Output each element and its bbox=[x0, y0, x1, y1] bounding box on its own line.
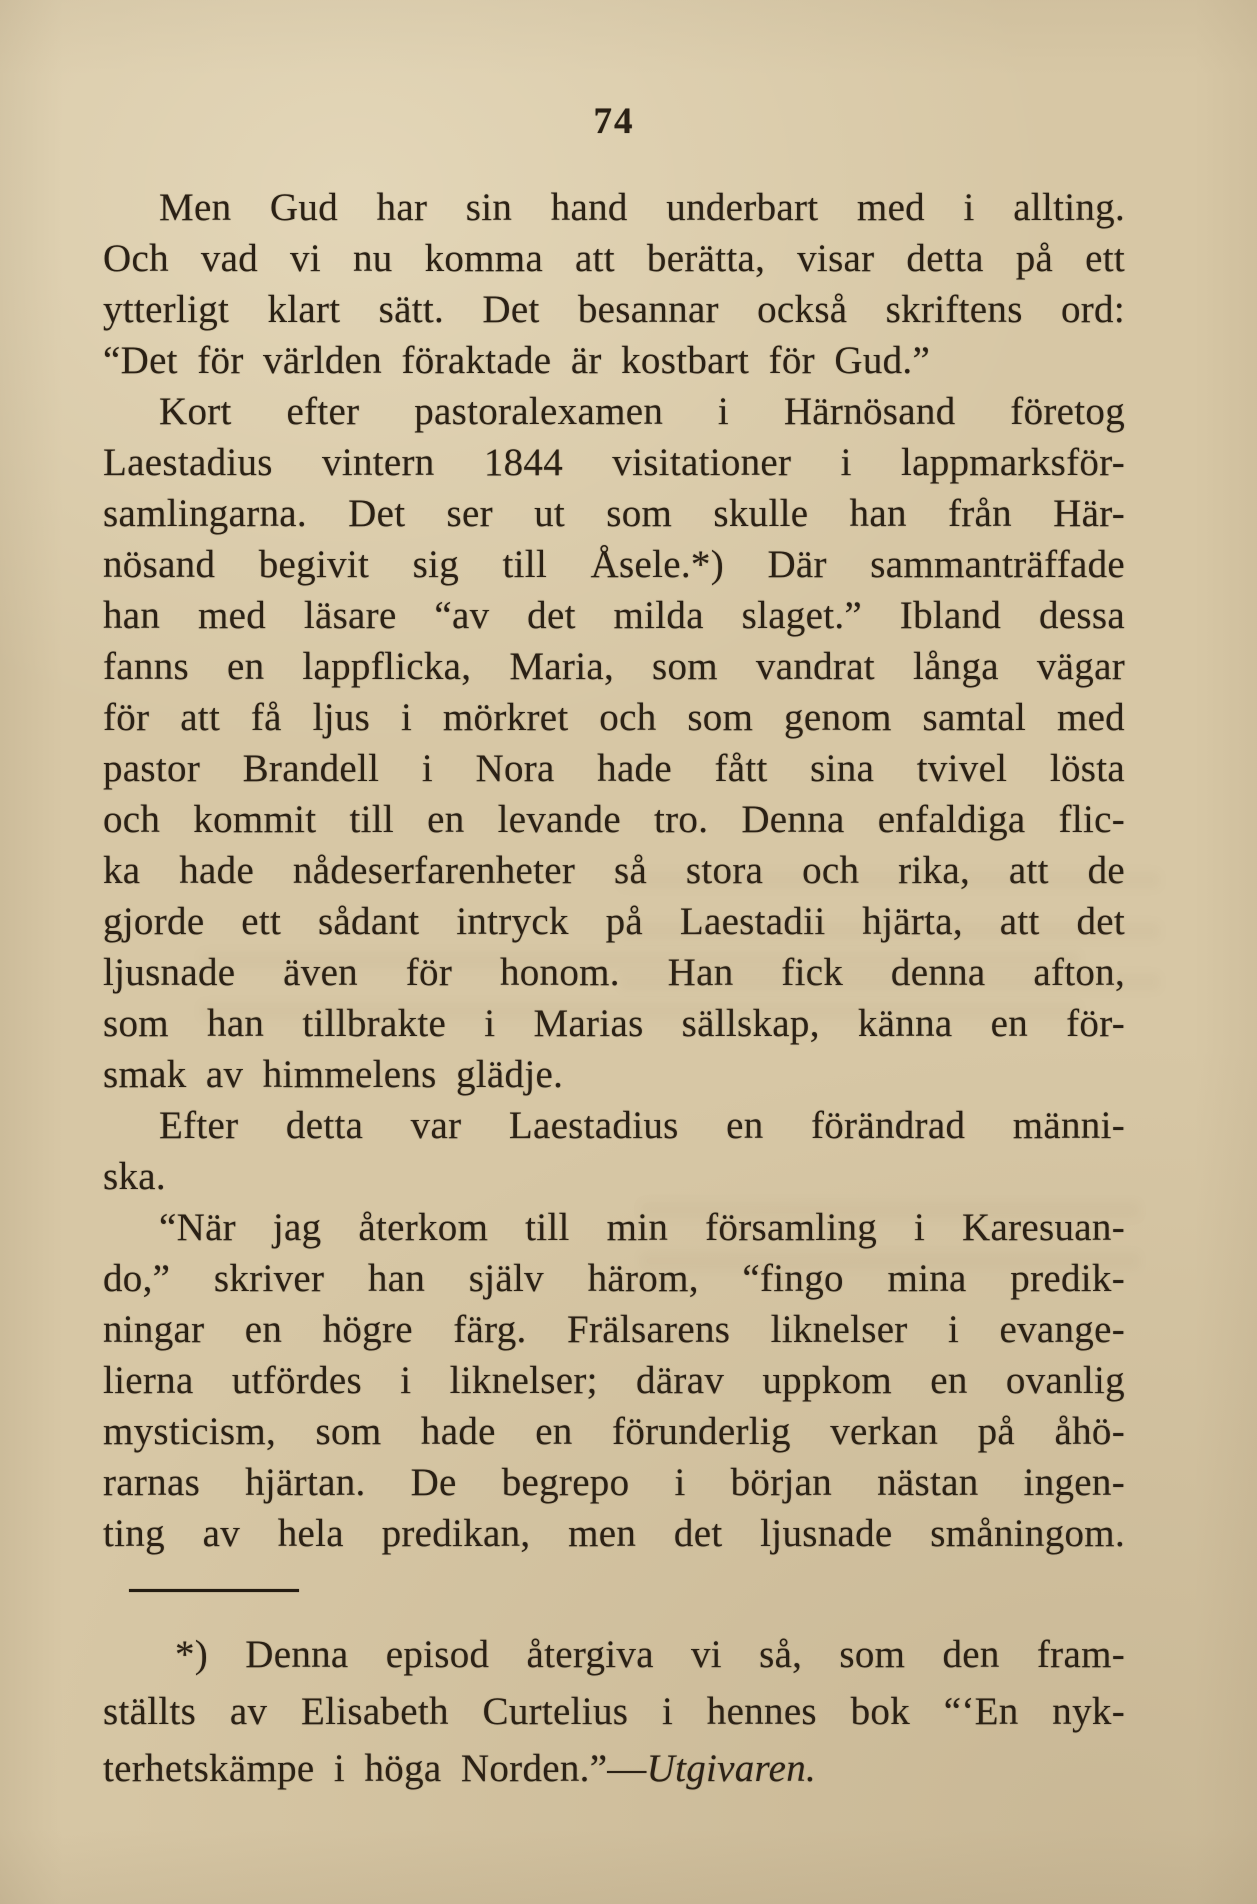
text-line: *) Denna episod återgiva vi så, som den fram- bbox=[175, 1633, 1125, 1676]
text-line: ka hade nådeserfarenheter så stora och rika, att de bbox=[103, 849, 1125, 892]
text-line: och kommit till en levande tro. Denna enfaldiga flic- bbox=[103, 798, 1125, 841]
text-line: han med läsare “av det milda slaget.” Ibland dessa bbox=[103, 594, 1125, 637]
text-line: samlingarna. Det ser ut som skulle han från Här- bbox=[103, 492, 1125, 535]
footnote bbox=[103, 1626, 1125, 1797]
text-line: ska. bbox=[103, 1155, 166, 1198]
text-line: Laestadius vintern 1844 visitationer i lappmarksför- bbox=[103, 441, 1125, 484]
text-line: för att få ljus i mörkret och som genom samtal med bbox=[103, 696, 1125, 739]
text-line: gjorde ett sådant intryck på Laestadii hjärta, att det bbox=[103, 900, 1125, 943]
footnote-separator bbox=[129, 1589, 299, 1592]
text-line: ting av hela predikan, men det ljusnade småningom. bbox=[103, 1512, 1125, 1555]
text-line: pastor Brandell i Nora hade fått sina tvivel lösta bbox=[103, 747, 1125, 790]
text-line: “När jag återkom till min församling i Karesuan- bbox=[159, 1206, 1125, 1249]
text-line: fanns en lappflicka, Maria, som vandrat långa vägar bbox=[103, 645, 1125, 688]
text-line: Kort efter pastoralexamen i Härnösand företog bbox=[159, 390, 1125, 433]
text-line: Efter detta var Laestadius en förändrad männi- bbox=[159, 1104, 1125, 1147]
body-text bbox=[103, 182, 1125, 1559]
text-line: do,” skriver han själv härom, “fingo mina predik- bbox=[103, 1257, 1125, 1300]
text-line: som han tillbrakte i Marias sällskap, känna en för- bbox=[103, 1002, 1125, 1045]
text-line: Men Gud har sin hand underbart med i allting. bbox=[159, 186, 1125, 229]
text-line: “Det för världen föraktade är kostbart för Gud.” bbox=[103, 339, 931, 382]
page-number: 74 bbox=[593, 101, 635, 142]
text-line: lierna utfördes i liknelser; därav uppkom en ovanlig bbox=[103, 1359, 1125, 1402]
text-line: Och vad vi nu komma att berätta, visar detta på ett bbox=[103, 237, 1125, 280]
text-line: rarnas hjärtan. De begrepo i början nästan ingen- bbox=[103, 1461, 1125, 1504]
text-line: ställts av Elisabeth Curtelius i hennes bok “‘En nyk- bbox=[103, 1690, 1125, 1733]
italic-text: Utgivaren. bbox=[646, 1747, 817, 1790]
text-line: terhetskämpe i höga Norden.”—Utgivaren. bbox=[103, 1747, 817, 1790]
text-line: ningar en högre färg. Frälsarens liknelser i evange- bbox=[103, 1308, 1125, 1351]
text-line: smak av himmelens glädje. bbox=[103, 1053, 564, 1096]
text-line: ytterligt klart sätt. Det besannar också skriftens ord: bbox=[103, 288, 1125, 331]
text-line: ljusnade även för honom. Han fick denna afton, bbox=[103, 951, 1125, 994]
text-line: mysticism, som hade en förunderlig verkan på åhö- bbox=[103, 1410, 1125, 1453]
text-line: nösand begivit sig till Åsele.*) Där sammanträffade bbox=[103, 543, 1125, 586]
